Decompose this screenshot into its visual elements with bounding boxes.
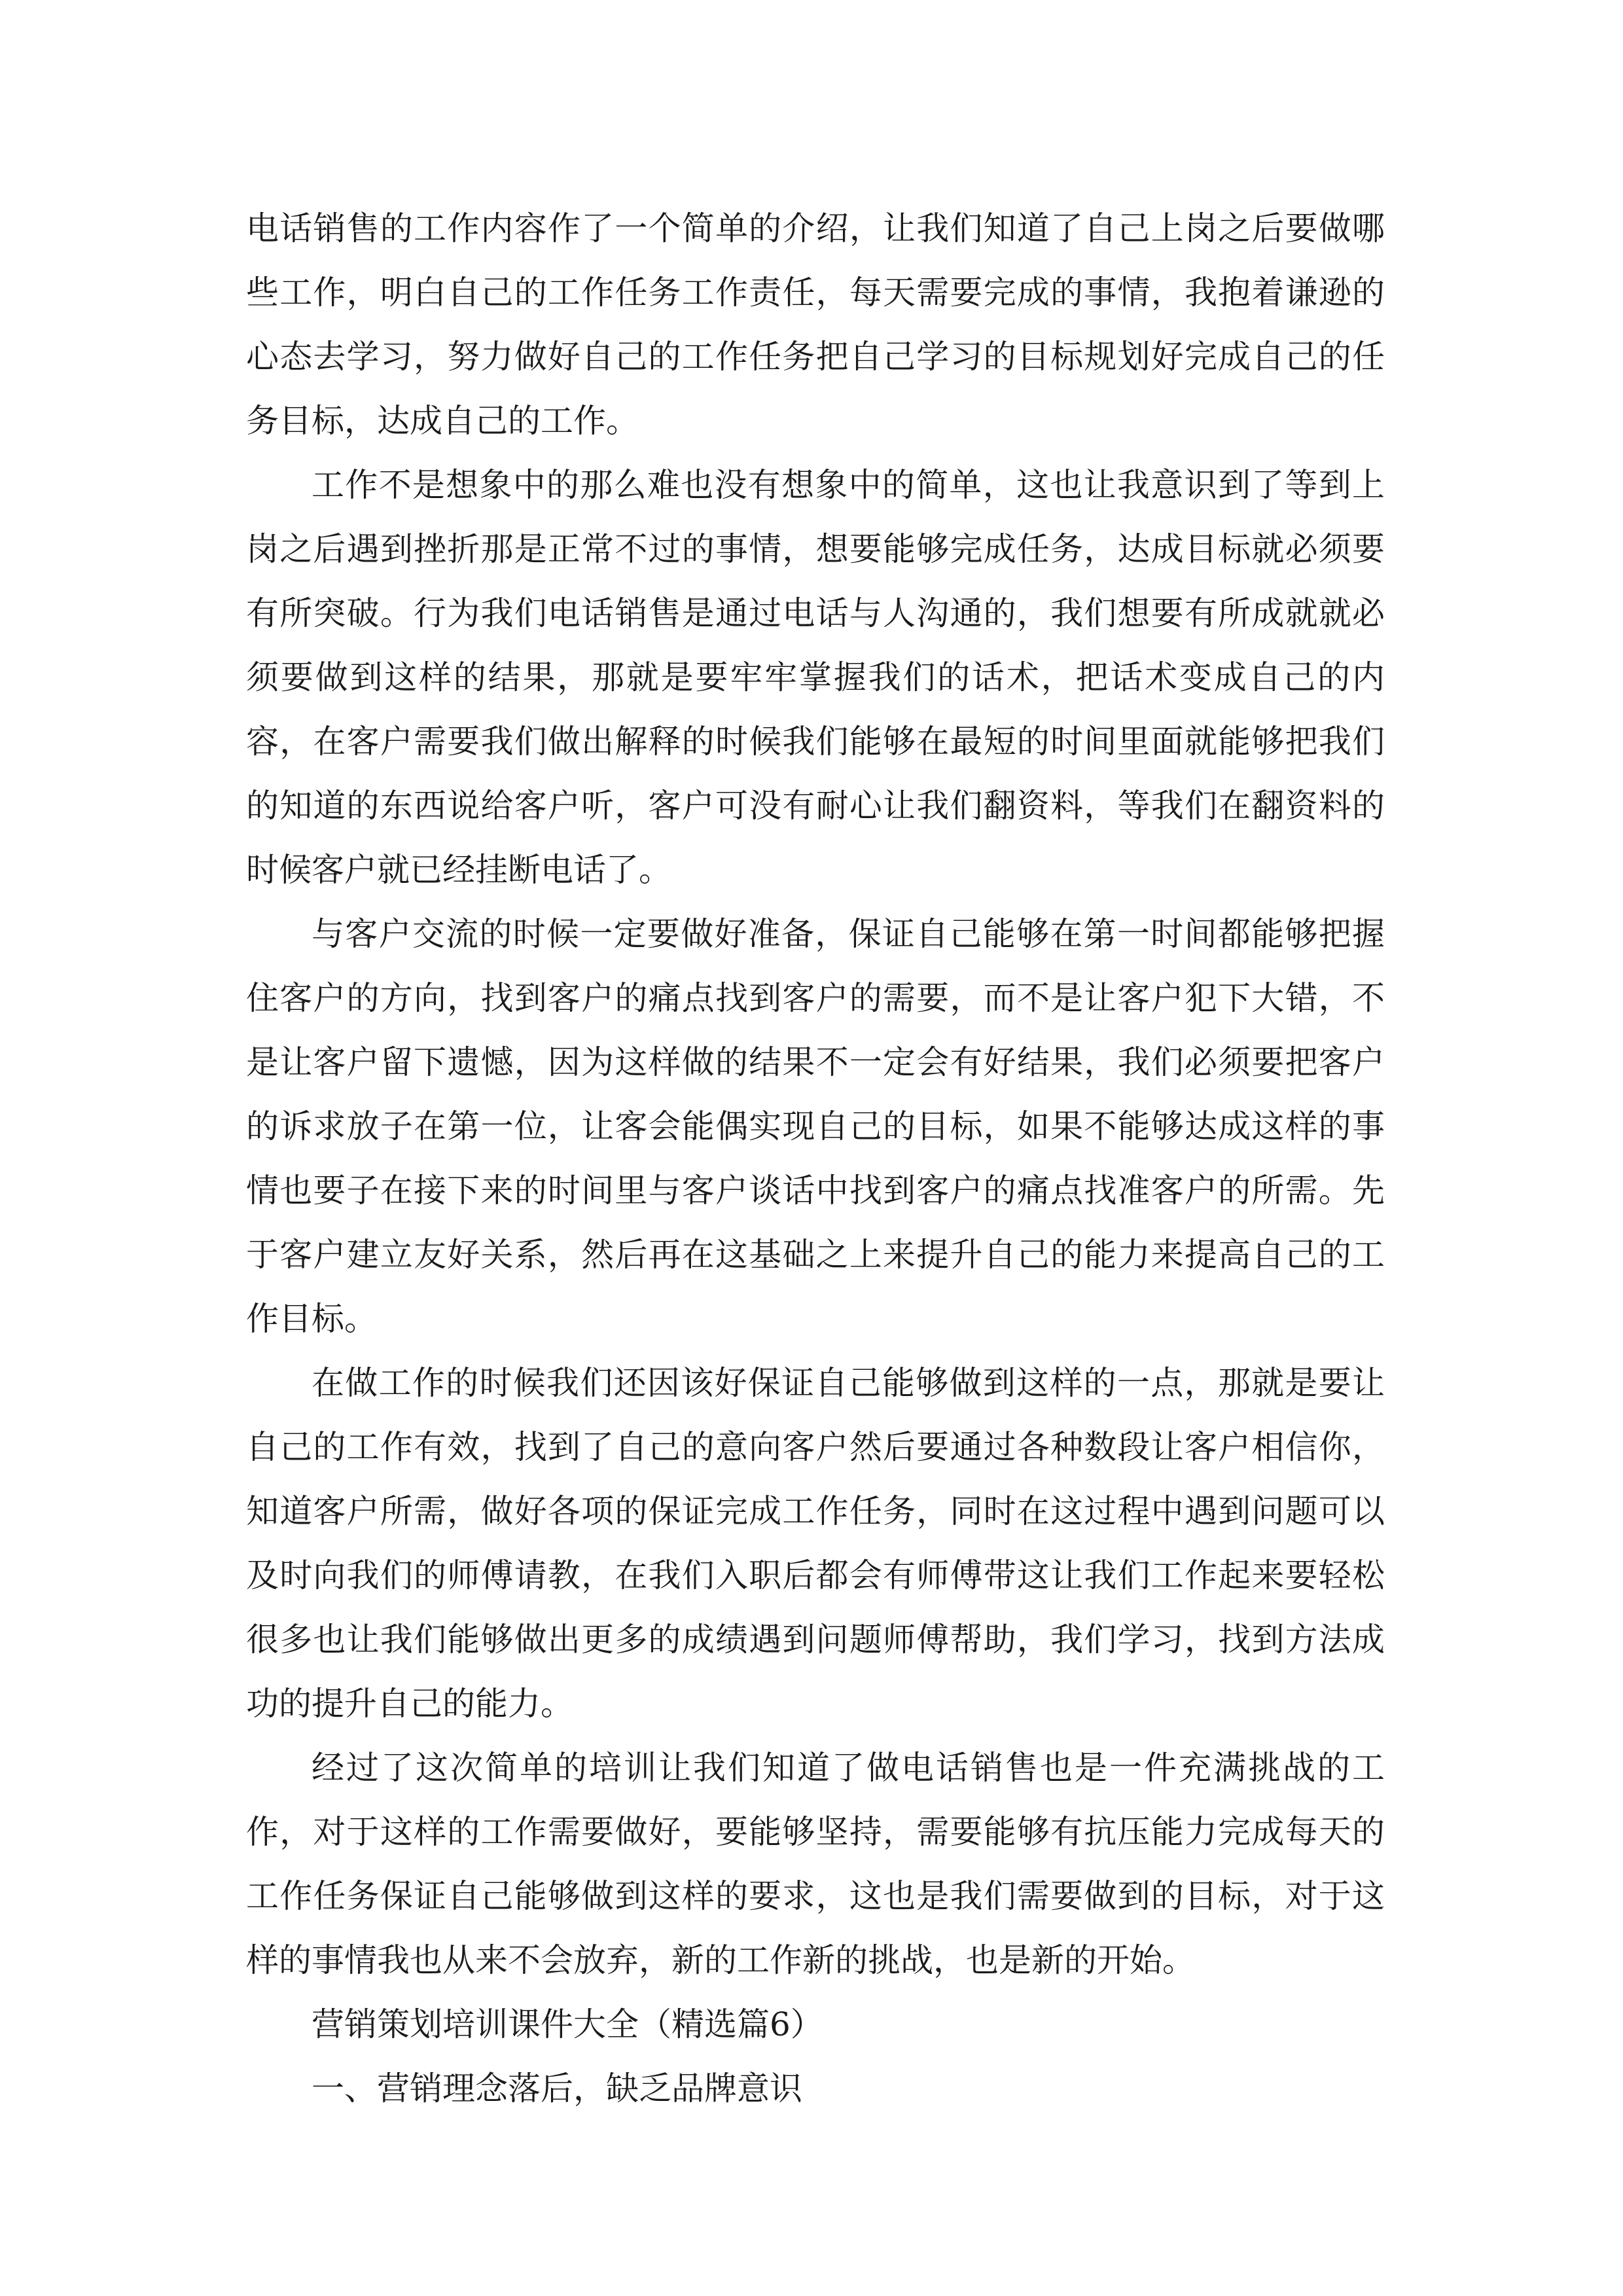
paragraph: 与客户交流的时候一定要做好准备，保证自己能够在第一时间都能够把握住客户的方向，找到客户的痛点找到客户的需要，而不是让客户犯下大错，不是让客户留下遗憾，因为这样做的结果不一定会有好结果，我们必须要把客户的诉求放子在第一位，让客会能偶实现自己的目标，如果不能够达成这样的事情也要子在接下来的时间里与客户谈话中找到客户的痛点找准客户的所需。先于客户建立友好关系，然后再在这基础之上来提升自己的能力来提高自己的工作目标。 <box>246 915 1385 1338</box>
paragraph: 经过了这次简单的培训让我们知道了做电话销售也是一件充满挑战的工作，对于这样的工作需要做好，要能够坚持，需要能够有抗压能力完成每天的工作任务保证自己能够做到这样的要求，这也是我们需要做到的目标，对于这样的事情我也从来不会放弃，新的工作新的挑战，也是新的开始。 <box>246 1749 1385 1979</box>
section-title: 营销策划培训课件大全（精选篇6） <box>312 2005 823 2043</box>
paragraph-continued: 电话销售的工作内容作了一个简单的介绍，让我们知道了自己上岗之后要做哪些工作，明白自己的工作任务工作责任，每天需要完成的事情，我抱着谦逊的心态去学习，努力做好自己的工作任务把自己学习的目标规划好完成自己的任务目标，达成自己的工作。 <box>246 209 1385 440</box>
paragraph: 在做工作的时候我们还因该好保证自己能够做到这样的一点，那就是要让自己的工作有效，找到了自己的意向客户然后要通过各种数段让客户相信你，知道客户所需，做好各项的保证完成工作任务，同时在这过程中遇到问题可以及时向我们的师傅请教，在我们入职后都会有师傅带这让我们工作起来要轻松很多也让我们能够做出更多的成绩遇到问题师傅帮助，我们学习，找到方法成功的提升自己的能力。 <box>246 1364 1385 1723</box>
subheading: 一、营销理念落后，缺乏品牌意识 <box>312 2070 802 2108</box>
paragraph: 工作不是想象中的那么难也没有想象中的简单，这也让我意识到了等到上岗之后遇到挫折那是正常不过的事情，想要能够完成任务，达成目标就必须要有所突破。行为我们电话销售是通过电话与人沟通的，我们想要有所成就就必须要做到这样的结果，那就是要牢牢掌握我们的话术，把话术变成自己的内容，在客户需要我们做出解释的时候我们能够在最短的时间里面就能够把我们的知道的东西说给客户听，客户可没有耐心让我们翻资料，等我们在翻资料的时候客户就已经挂断电话了。 <box>246 466 1385 889</box>
document-body <box>246 196 1385 2121</box>
